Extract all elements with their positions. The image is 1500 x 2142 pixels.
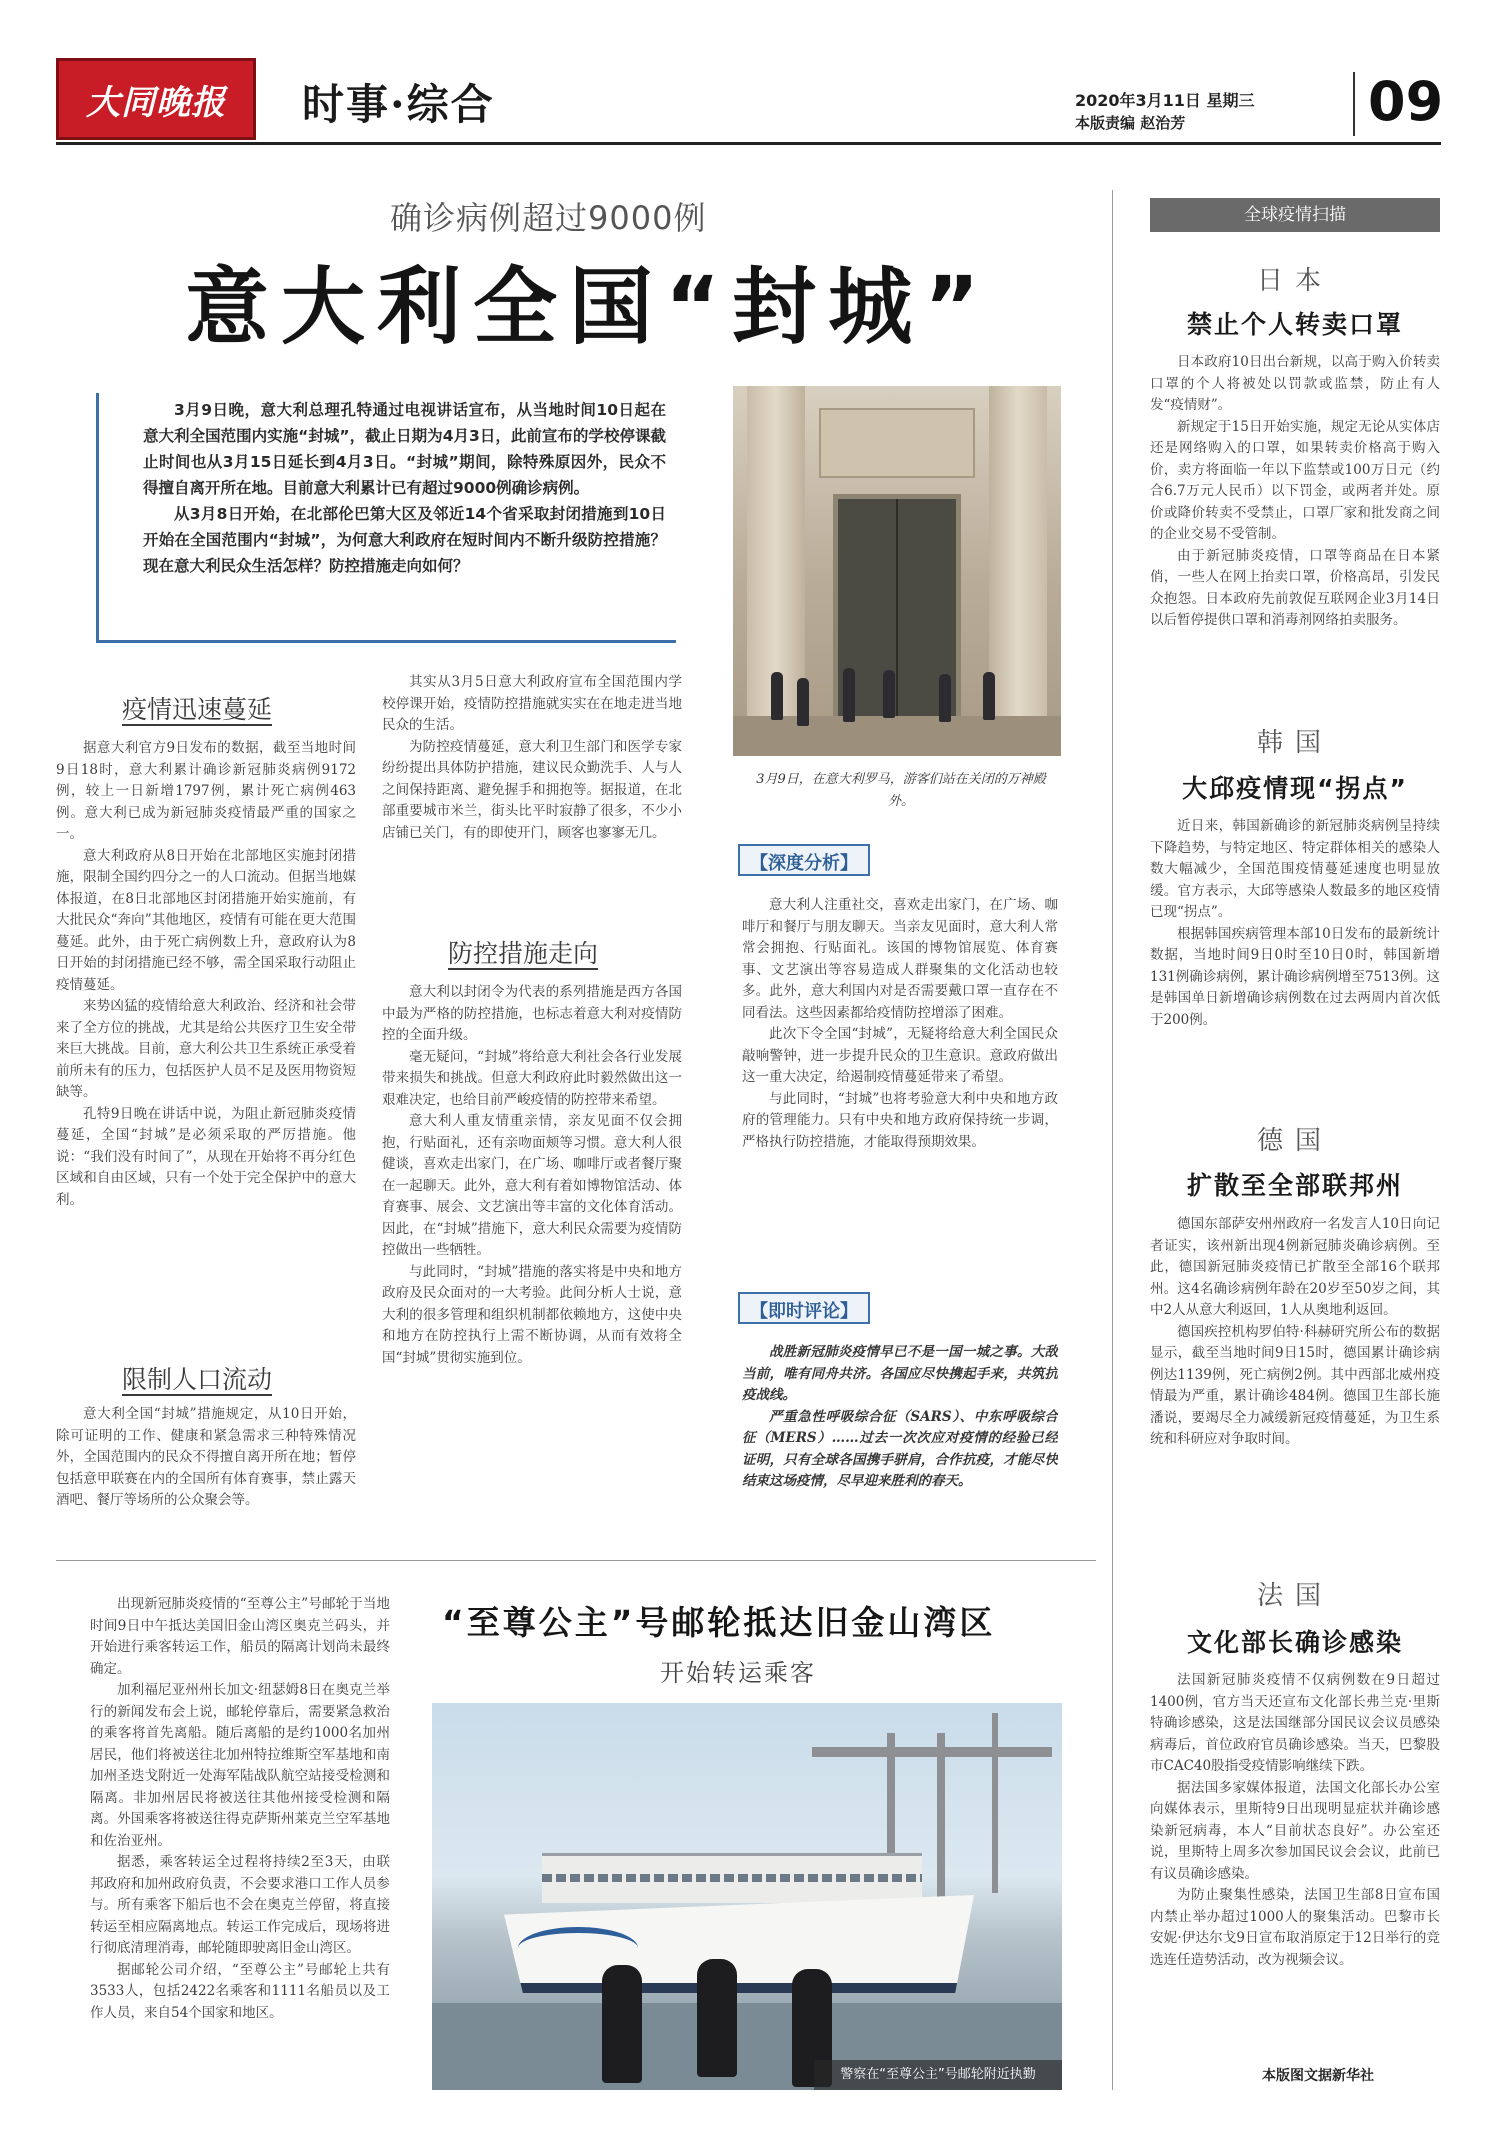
sidebar-paragraph: 近日来，韩国新确诊的新冠肺炎病例呈持续下降趋势，与特定地区、特定群体相关的感染人数大幅减少，全国范围疫情蔓延速度也明显放缓。官方表示，大邱等感染人数最多的地区疫情已现“拐点”。 [1150, 818, 1440, 920]
body-paragraph: 加利福尼亚州州长加文·纽瑟姆8日在奥克兰举行的新闻发布会上说，邮轮停靠后，需要紧急救治的乘客将首先离船。随后离船的是约1000名加州居民，他们将被送往北加州特拉维斯空军基地和南加州圣迭戈附近一处海军陆战队航空站接受检测和隔离。非加州居民将被送往其他州接受检测和隔离。外国乘客将被送往得克萨斯州莱克兰空军基地和佐治亚州。 [90, 1682, 390, 1849]
sidebar-paragraph: 日本政府10日出台新规，以高于购入价转卖口罩的个人将被处以罚款或监禁，防止有人发“疫情财”。 [1150, 354, 1440, 413]
photo-crane-boom [812, 1747, 1052, 1757]
body-paragraph: 来势凶猛的疫情给意大利政治、经济和社会带来了全方位的挑战，尤其是给公共医疗卫生安全带来巨大挑战。目前，意大利公共卫生系统正承受着前所未有的压力，包括医护人员不足及医用物资短缺等。 [56, 998, 356, 1100]
sidebar-country-france: 法国 [1256, 1581, 1333, 1611]
main-story-kicker: 确诊病例超过9000例 [390, 199, 707, 237]
sidebar-paragraph: 法国新冠肺炎疫情不仅病例数在9日超过1400例，官方当天还宣布文化部长弗兰克·里斯特确诊感染，这是法国继部分国民议会议员感染病毒后，首位政府官员确诊感染。当天，巴黎股市CAC40股指受疫情影响继续下跌。 [1150, 1672, 1440, 1774]
pantheon-photo-caption: 3月9日，在意大利罗马，游客们站在关闭的万神殿外。 [756, 772, 1046, 809]
body-paragraph: 据意大利官方9日发布的数据，截至当地时间9日18时，意大利累计确诊新冠肺炎病例9172例，较上一日新增1797例，累计死亡病例463例。意大利已成为新冠肺炎疫情最严重的国家之一。 [56, 740, 356, 842]
newspaper-logo: 大同晚报 [56, 58, 256, 140]
sidebar-title: 全球疫情扫描 [1150, 198, 1440, 232]
tag-deep-analysis: 【深度分析】 [738, 844, 870, 876]
column-limit-continued [382, 672, 682, 916]
tag-instant-comment: 【即时评论】 [738, 1292, 870, 1324]
body-paragraph: 孔特9日晚在讲话中说，为阻止新冠肺炎疫情蔓延，全国“封城”是必须采取的严厉措施。他说：“我们没有时间了”，从现在开始将不再分红色区域和自由区域，只有一个处于完全保护中的意大利。 [56, 1105, 356, 1208]
photo-tourist [883, 670, 895, 718]
photo-ship-logo [518, 1927, 638, 1969]
body-paragraph: 据悉，乘客转运全过程将持续2至3天，由联邦政府和加州政府负责，不会要求港口工作人员参与。所有乘客下船后也不会在奥克兰停留，将直接转运至相应隔离地点。转运工作完成后，现场将进行彻底清理消毒，邮轮随即驶离旧金山湾区。 [90, 1854, 390, 1956]
column-cruise [90, 1594, 390, 2088]
photo-police-officer [602, 1965, 642, 2083]
photo-tourist [939, 674, 951, 722]
body-paragraph: 与此同时，“封城”措施的落实将是中央和地方政府及民众面对的一大考验。此间分析人士说，意大利的很多管理和组织机制都依赖地方，这使中央和地方在防控执行上需不断协调，从而有效将全国“封城”贯彻实施到位。 [382, 1263, 682, 1366]
column-spread [56, 738, 356, 1326]
cruise-photo-caption: 警察在“至尊公主”号邮轮附近执勤 [814, 2060, 1062, 2090]
masthead-divider [1353, 72, 1355, 136]
sidebar-paragraph: 为防止聚集性感染，法国卫生部8日宣布国内禁止举办超过1000人的聚集活动。巴黎市长安妮·伊达尔戈9日宣布取消原定于12日举行的竞选连任造势活动，改为视频会议。 [1150, 1887, 1440, 1968]
cruise-story-headline: “至尊公主”号邮轮抵达旧金山湾区 [442, 1603, 996, 1642]
page-number: 09 [1368, 70, 1444, 133]
photo-floor [733, 716, 1061, 756]
body-paragraph: 意大利以封闭令为代表的系列措施是西方各国中最为严格的防控措施，也标志着意大利对疫情防控的全面升级。 [382, 984, 682, 1043]
sidebar-divider [1112, 190, 1113, 2090]
photo-ship-deck [542, 1853, 922, 1903]
cruise-story-subheadline: 开始转运乘客 [660, 1659, 816, 1687]
comment-paragraph: 战胜新冠肺炎疫情早已不是一国一城之事。大敌当前，唯有同舟共济。各国应尽快携起手来，共筑抗疫战线。 [742, 1344, 1058, 1403]
body-paragraph: 与此同时，“封城”也将考验意大利中央和地方政府的管理能力。只有中央和地方政府保持统一步调，严格执行防控措施，才能取得预期效果。 [742, 1090, 1058, 1150]
issue-date: 2020年3月11日 星期三 [1075, 91, 1255, 110]
column-analysis [742, 895, 1058, 1279]
sidebar-headline-korea: 大邱疫情现“拐点” [1182, 774, 1408, 803]
main-story-lead [96, 393, 676, 643]
column-trend [382, 982, 682, 1522]
sidebar-paragraph: 德国疾控机构罗伯特·科赫研究所公布的数据显示，截至当地时间9日15时，德国累计确诊病例达1139例，死亡病例2例。其中西部北威州疫情最为严重，累计确诊484例。德国卫生部长施潘说，要竭尽全力减缓新冠疫情蔓延，为卫生系统和科研应对争取时间。 [1150, 1323, 1440, 1447]
photo-column-right [989, 386, 1047, 756]
story-divider [56, 1560, 1096, 1561]
main-story-headline: 意大利全国“封城” [185, 258, 992, 356]
sidebar-paragraph: 据法国多家媒体报道，法国文化部长办公室向媒体表示，里斯特9日出现明显症状并确诊感染新冠病毒，本人“目前状态良好”。办公室还说，里斯特上周多次参加国民议会会议，此前已有议员确诊感染。 [1150, 1779, 1440, 1882]
photo-tourist [843, 668, 855, 722]
subhead-trend: 防控措施走向 [448, 939, 599, 968]
body-paragraph: 据邮轮公司介绍，“至尊公主”号邮轮上共有3533人，包括2422名乘客和1111名船员以及工作人员，来自54个国家和地区。 [90, 1961, 390, 2021]
photo-credit: 本版图文据新华社 [1262, 2068, 1374, 2084]
sidebar-paragraph: 根据韩国疾病管理本部10日发布的最新统计数据，当地时间9日0时至10日0时，韩国新增131例确诊病例，累计确诊病例增至7513例。这是韩国单日新增确诊病例数在过去两周内首次低于200例。 [1150, 925, 1440, 1028]
pantheon-photo [733, 386, 1061, 756]
photo-tourist [797, 678, 809, 726]
section-name: 时事·综合 [302, 80, 495, 129]
sidebar-headline-france: 文化部长确诊感染 [1186, 1628, 1403, 1657]
sidebar-body-japan [1150, 352, 1440, 682]
body-paragraph: 其实从3月5日意大利政府宣布全国范围内学校停课开始，疫情防控措施就实实在在地走进当地民众的生活。 [382, 674, 682, 733]
sidebar-body-korea [1150, 816, 1440, 1078]
sidebar-country-japan: 日本 [1256, 266, 1333, 296]
lead-paragraph: 3月9日晚，意大利总理孔特通过电视讲话宣布，从当地时间10日起在意大利全国范围内实施“封城”，截止日期为4月3日，此前宣布的学校停课截止时间也从3月15日延长到4月3日。“封城”期间，除特殊原因外，民众不得擅自离开所在地。目前意大利累计已有超过9000例确诊病例。 [143, 401, 666, 497]
cruise-ship-photo [432, 1703, 1062, 2090]
sidebar-paragraph: 由于新冠肺炎疫情，口罩等商品在日本紧俏，一些人在网上抬卖口罩，价格高昂，引发民众抱怨。日本政府先前敦促互联网企业3月14日以后暂停提供口罩和消毒剂网络拍卖服务。 [1150, 547, 1440, 628]
sidebar-body-france [1150, 1670, 1440, 2046]
sidebar-headline-japan: 禁止个人转卖口罩 [1186, 310, 1403, 339]
column-limit [56, 1404, 356, 1520]
sidebar-headline-germany: 扩散至全部联邦州 [1186, 1171, 1403, 1200]
masthead-rule [56, 142, 1441, 145]
sidebar-country-korea: 韩国 [1256, 728, 1333, 758]
photo-crane-leg [937, 1733, 945, 1903]
body-paragraph: 毫无疑问，“封城”将给意大利社会各行业发展带来损失和挑战。但意大利政府此时毅然做出这一艰难决定，也给目前严峻疫情的防控带来希望。 [382, 1048, 682, 1108]
photo-tourist [983, 672, 995, 720]
body-paragraph: 此次下令全国“封城”，无疑将给意大利全国民众敲响警钟，进一步提升民众的卫生意识。意政府做出这一重大决定，给遏制疫情蔓延带来了希望。 [742, 1026, 1058, 1085]
body-paragraph: 出现新冠肺炎疫情的“至尊公主”号邮轮于当地时间9日中午抵达美国旧金山湾区奥克兰码头，并开始进行乘客转运工作，船员的隔离计划尚未最终确定。 [90, 1596, 390, 1677]
subhead-limit: 限制人口流动 [122, 1365, 273, 1394]
comment-paragraph: 严重急性呼吸综合征（SARS）、中东呼吸综合征（MERS）……过去一次次应对疫情的经验已经证明，只有全球各国携手骈肩，合作抗疫，才能尽快结束这场疫情，尽早迎来胜利的春天。 [742, 1408, 1058, 1489]
body-paragraph: 为防控疫情蔓延，意大利卫生部门和医学专家纷纷提出具体防护措施，建议民众勤洗手、人与人之间保持距离、避免握手和拥抱等。据报道，在北部重要城市米兰，街头比平时寂静了很多，不少小店铺已关门，有的即使开门，顾客也寥寥无几。 [382, 738, 682, 841]
subhead-spread: 疫情迅速蔓延 [122, 695, 273, 724]
photo-crane-leg [992, 1713, 998, 1893]
body-paragraph: 意大利人注重社交，喜欢走出家门，在广场、咖啡厅和餐厅与朋友聊天。当亲友见面时，意大利人常常会拥抱、行贴面礼。该国的博物馆展览、体育赛事、文艺演出等容易造成人群聚集的文化活动也较多。此外，意大利国内对是否需要戴口罩一直存在不同看法。这些因素都给疫情防控增添了困难。 [742, 897, 1058, 1021]
photo-lintel [819, 408, 975, 478]
page-editor: 本版责编 赵治芳 [1075, 114, 1186, 132]
sidebar-body-germany [1150, 1214, 1440, 1540]
sidebar-country-germany: 德国 [1256, 1126, 1333, 1156]
photo-police-officer [697, 1959, 737, 2077]
body-paragraph: 意大利人重友情重亲情，亲友见面不仅会拥抱，行贴面礼，还有亲吻面颊等习惯。意大利人很健谈，喜欢走出家门，在广场、咖啡厅或者餐厅聚在一起聊天。此外，意大利有着如博物馆活动、体育赛事、展会、文艺演出等丰富的文化体育活动。因此，在“封城”措施下，意大利民众需要为疫情防控做出一些牺牲。 [382, 1113, 682, 1258]
body-paragraph: 意大利政府从8日开始在北部地区实施封闭措施，限制全国约四分之一的人口流动。但据当地媒体报道，在8日北部地区封闭措施开始实施前，有大批民众“奔向”其他地区，疫情有可能在更大范围蔓延。此外，由于死亡病例数上升，意政府认为8日开始的封闭措施已经不够，需全国采取行动阻止疫情蔓延。 [56, 847, 356, 993]
sidebar-paragraph: 新规定于15日开始实施，规定无论从实体店还是网络购入的口罩，如果转卖价格高于购入价，卖方将面临一年以下监禁或100万日元（约合6.7万元人民币）以下罚金，或两者并处。原价或降价转卖不受禁止，口罩厂家和批发商之间的企业交易不受管制。 [1150, 418, 1440, 542]
column-commentary [742, 1342, 1058, 1520]
photo-tourist [771, 672, 783, 720]
lead-paragraph: 从3月8日开始，在北部伦巴第大区及邻近14个省采取封闭措施到10日开始在全国范围内“封城”，为何意大利政府在短时间内不断升级防控措施？现在意大利民众生活怎样？防控措施走向如何？ [143, 505, 666, 575]
sidebar-paragraph: 德国东部萨安州州政府一名发言人10日向记者证实，该州新出现4例新冠肺炎确诊病例。至此，德国新冠肺炎疫情已扩散至全部16个联邦州。这4名确诊病例年龄在20岁至50岁之间，其中2人从意大利返回，1人从奥地利返回。 [1150, 1216, 1440, 1318]
body-paragraph: 意大利全国“封城”措施规定，从10日开始，除可证明的工作、健康和紧急需求三种特殊情况外，全国范围内的民众不得擅自离开所在地；暂停包括意甲联赛在内的全国所有体育赛事，禁止露天酒吧、餐厅等场所的公众聚会等。 [56, 1406, 356, 1508]
